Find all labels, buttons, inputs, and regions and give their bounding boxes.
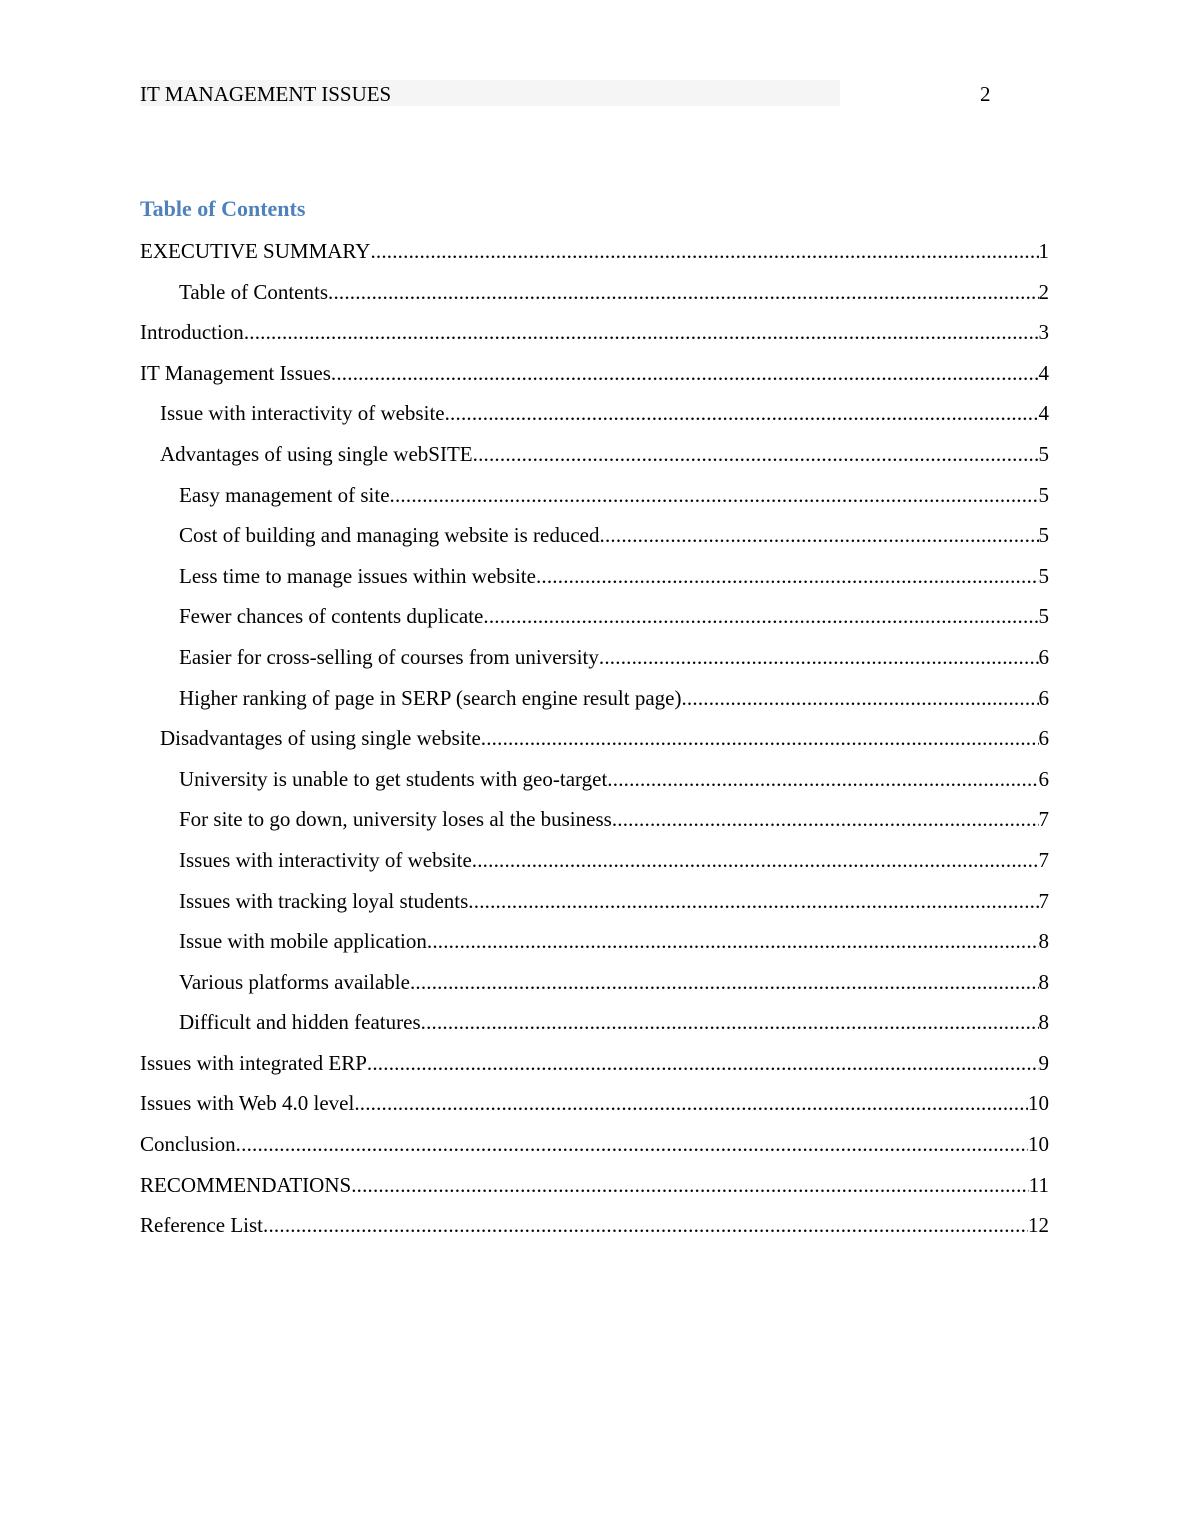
toc-entry[interactable]	[140, 805, 1049, 846]
toc-entry-page: 4	[1038, 401, 1049, 426]
toc-entry-page: 7	[1038, 888, 1049, 913]
toc-entry[interactable]	[140, 602, 1049, 643]
toc-dot-leader	[600, 521, 1039, 549]
toc-dot-leader	[354, 1089, 1028, 1117]
toc-dot-leader	[236, 1130, 1028, 1158]
toc-entry-title: Reference List	[140, 1213, 264, 1238]
toc-dot-leader	[599, 643, 1039, 671]
toc-dot-leader	[612, 805, 1039, 833]
toc-entry-title: Cost of building and managing website is reduced	[179, 523, 600, 548]
toc-dot-leader	[410, 968, 1039, 996]
toc-dot-leader	[468, 887, 1038, 915]
toc-entry-page: 5	[1038, 563, 1049, 588]
toc-entry-title: RECOMMENDATIONS	[140, 1172, 352, 1197]
toc-entry[interactable]	[140, 643, 1049, 684]
toc-entry[interactable]	[140, 359, 1049, 400]
toc-entry[interactable]	[140, 318, 1049, 359]
toc-entry-title: Less time to manage issues within website	[179, 563, 536, 588]
toc-entry-title: Issues with tracking loyal students	[179, 888, 469, 913]
toc-entry-page: 5	[1038, 523, 1049, 548]
toc-dot-leader	[328, 278, 1039, 306]
toc-entry-title: Introduction	[140, 320, 244, 345]
toc-dot-leader	[390, 481, 1039, 509]
toc-entry-page: 7	[1038, 807, 1049, 832]
toc-entry-page: 6	[1038, 766, 1049, 791]
toc-dot-leader	[473, 440, 1039, 468]
toc-entry[interactable]	[140, 1211, 1049, 1252]
toc-entry-title: Issue with mobile application	[179, 929, 427, 954]
toc-entry-title: University is unable to get students with geo-target	[179, 766, 608, 791]
toc-entry[interactable]	[140, 562, 1049, 603]
toc-entry-page: 5	[1038, 441, 1049, 466]
toc-dot-leader	[481, 724, 1039, 752]
toc-dot-leader	[445, 399, 1039, 427]
toc-entry-page: 6	[1038, 644, 1049, 669]
toc-entry[interactable]	[140, 684, 1049, 725]
toc-dot-leader	[421, 1008, 1039, 1036]
toc-entry-title: Higher ranking of page in SERP (search engine result page)	[179, 685, 682, 710]
toc-entry-title: Issues with interactivity of website	[179, 847, 472, 872]
toc-entry-page: 5	[1038, 604, 1049, 629]
toc-entry-page: 4	[1038, 360, 1049, 385]
toc-entry[interactable]	[140, 1089, 1049, 1130]
toc-entry[interactable]	[140, 278, 1049, 319]
running-title: IT MANAGEMENT ISSUES	[140, 82, 392, 106]
toc-entry-title: Disadvantages of using single website	[160, 726, 481, 751]
toc-entry-page: 12	[1028, 1213, 1049, 1238]
running-header	[140, 80, 840, 106]
toc-entry-page: 7	[1038, 847, 1049, 872]
toc-entry-title: Issues with Web 4.0 level	[140, 1091, 355, 1116]
toc-entry[interactable]	[140, 968, 1049, 1009]
toc-entry-title: Issues with integrated ERP	[140, 1050, 367, 1075]
toc-entry-page: 3	[1038, 320, 1049, 345]
toc-entry[interactable]	[140, 399, 1049, 440]
toc-entry-title: Easy management of site	[179, 482, 390, 507]
toc-entry[interactable]	[140, 846, 1049, 887]
toc-dot-leader	[483, 602, 1038, 630]
toc-entry-title: Fewer chances of contents duplicate	[179, 604, 484, 629]
toc-dot-leader	[681, 684, 1038, 712]
toc-dot-leader	[351, 1171, 1029, 1199]
toc-entry-title: Advantages of using single webSITE	[160, 441, 473, 466]
toc-dot-leader	[367, 1049, 1039, 1077]
page-number: 2	[980, 82, 991, 106]
toc-dot-leader	[472, 846, 1039, 874]
toc-entry-page: 2	[1038, 279, 1049, 304]
toc-dot-leader	[244, 318, 1039, 346]
toc-entry[interactable]	[140, 440, 1049, 481]
toc-entry-page: 6	[1038, 726, 1049, 751]
toc-entry-page: 10	[1028, 1091, 1049, 1116]
toc-entry-title: Table of Contents	[179, 279, 328, 304]
toc-entry-page: 11	[1028, 1172, 1049, 1197]
toc-dot-leader	[427, 927, 1039, 955]
toc-entry-page: 9	[1038, 1050, 1049, 1075]
toc-entry[interactable]	[140, 765, 1049, 806]
toc-entry[interactable]	[140, 481, 1049, 522]
toc-entry[interactable]	[140, 887, 1049, 928]
toc-entry[interactable]	[140, 1049, 1049, 1090]
toc-entry[interactable]	[140, 724, 1049, 765]
toc-entry[interactable]	[140, 1008, 1049, 1049]
toc-entry[interactable]	[140, 237, 1049, 278]
toc-entry-title: Conclusion	[140, 1132, 236, 1157]
toc-entry-title: For site to go down, university loses al the business	[179, 807, 612, 832]
toc-entry-page: 8	[1038, 929, 1049, 954]
toc-entry-page: 6	[1038, 685, 1049, 710]
toc-entry[interactable]	[140, 1130, 1049, 1171]
toc-entry-page: 1	[1038, 239, 1049, 263]
toc-entry[interactable]	[140, 1171, 1049, 1212]
table-of-contents	[140, 237, 1049, 1252]
toc-dot-leader	[370, 237, 1038, 265]
toc-dot-leader	[331, 359, 1039, 387]
toc-entry-page: 8	[1038, 1010, 1049, 1035]
toc-entry[interactable]	[140, 927, 1049, 968]
toc-entry-page: 10	[1028, 1132, 1049, 1157]
toc-entry-title: EXECUTIVE SUMMARY	[140, 239, 371, 263]
toc-heading: Table of Contents	[140, 196, 306, 221]
toc-entry-title: Easier for cross-selling of courses from university	[179, 644, 599, 669]
toc-dot-leader	[536, 562, 1039, 590]
toc-entry-title: Various platforms available	[179, 969, 410, 994]
toc-entry[interactable]	[140, 521, 1049, 562]
toc-entry-title: IT Management Issues	[140, 360, 331, 385]
toc-dot-leader	[607, 765, 1038, 793]
toc-entry-page: 5	[1038, 482, 1049, 507]
toc-dot-leader	[263, 1211, 1028, 1239]
toc-entry-page: 8	[1038, 969, 1049, 994]
toc-entry-title: Difficult and hidden features	[179, 1010, 421, 1035]
toc-entry-title: Issue with interactivity of website	[160, 401, 445, 426]
